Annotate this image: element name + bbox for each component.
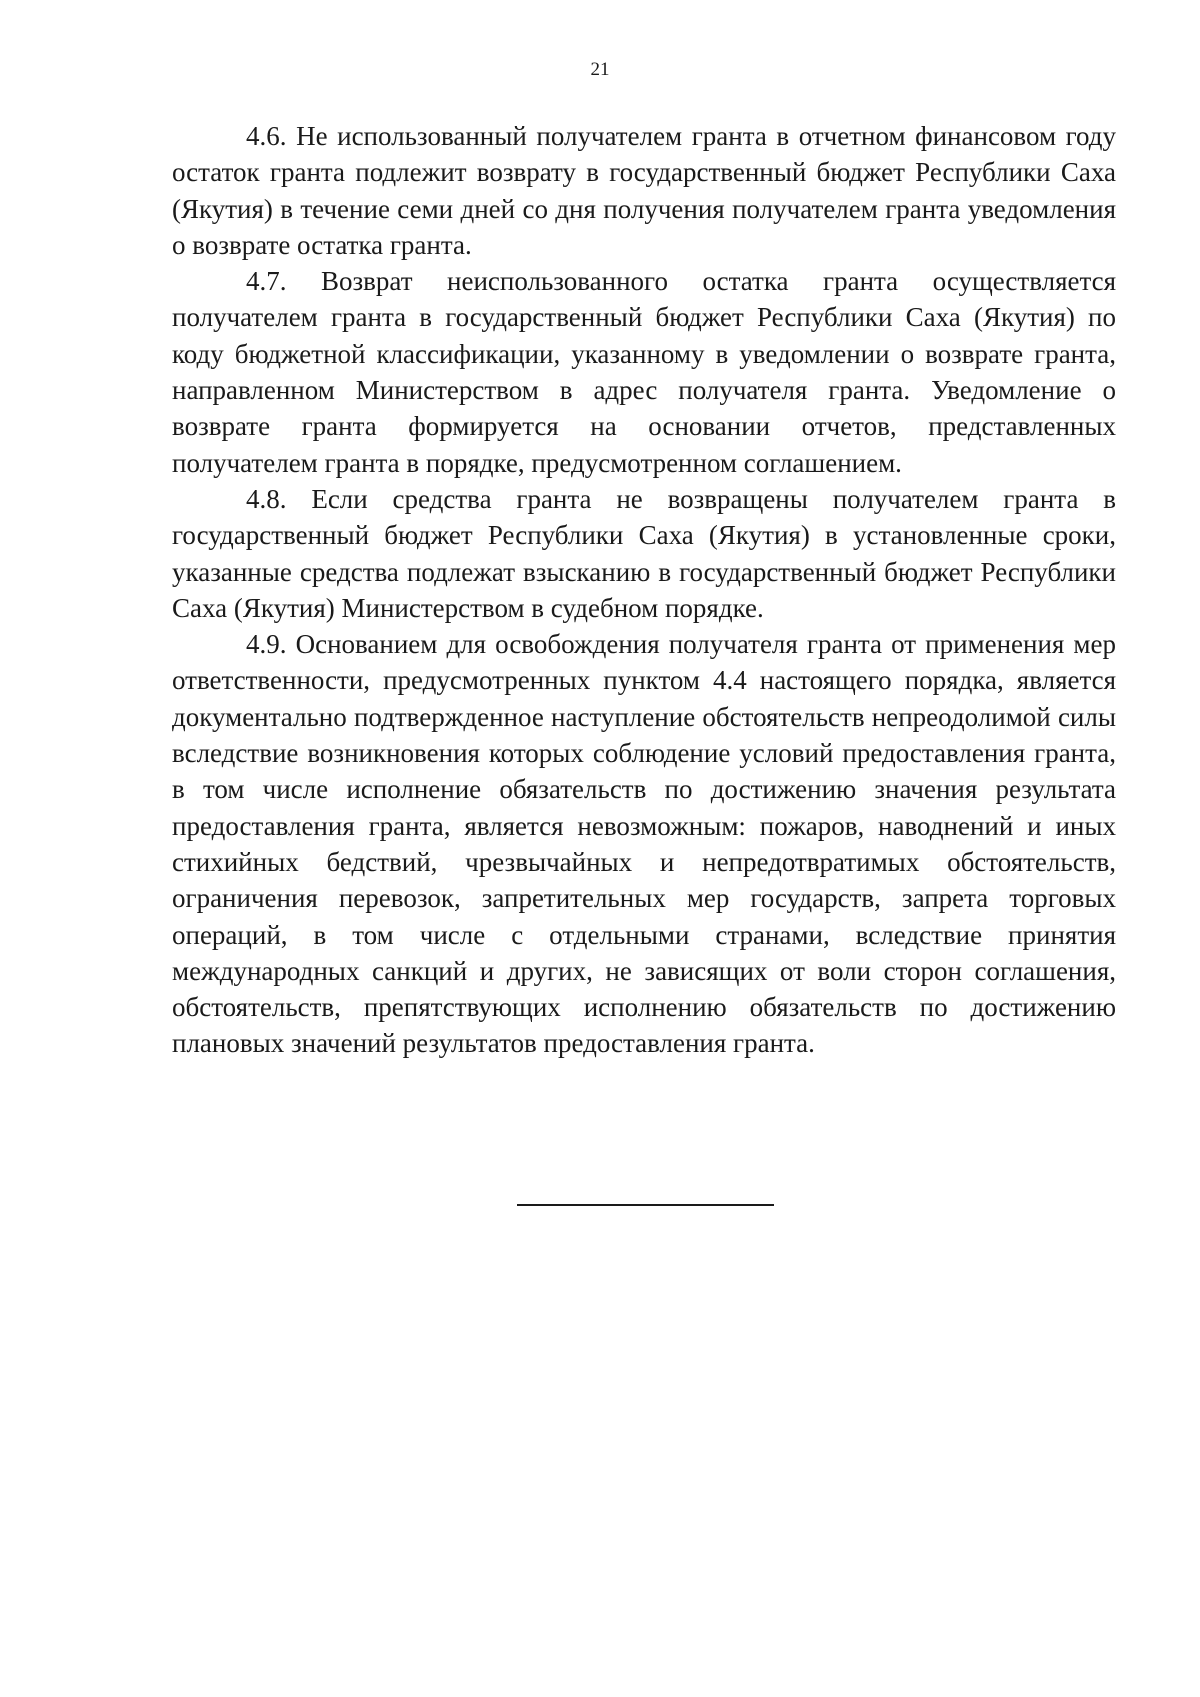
paragraph-4-7: 4.7. Возврат неиспользованного остатка гранта осуществляется получателем гранта в государственный бюджет Республики Саха (Якутия) по коду бюджетной классификации, указанному в уведомлении о возврате гранта, направленном Министерством в адрес получателя гранта. Уведомление о возврате гранта формируется на основании отчетов, представленных получателем гранта в порядке, предусмотренном соглашением. — [172, 266, 1116, 478]
paragraph-4-9: 4.9. Основанием для освобождения получателя гранта от применения мер ответственности, предусмотренных пунктом 4.4 настоящего порядка, является документально подтвержденное наступление обстоятельств непреодолимой силы вследствие возникновения которых соблюдение условий предоставления гранта, в том числе исполнение обязательств по достижению значения результата предоставления гранта, является невозможным: пожаров, наводнений и иных стихийных бедствий, чрезвычайных и непредотвратимых обстоятельств, ограничения перевозок, запретительных мер государств, запрета торговых операций, в том числе с отдельными странами, вследствие принятия международных санкций и других, не зависящих от воли сторон соглашения, обстоятельств, препятствующих исполнению обязательств по достижению плановых значений результатов предоставления гранта. — [172, 629, 1116, 1059]
document-body — [172, 118, 1116, 1062]
paragraph-4-6: 4.6. Не использованный получателем гранта в отчетном финансовом году остаток гранта подлежит возврату в государственный бюджет Республики Саха (Якутия) в течение семи дней со дня получения получателем гранта уведомления о возврате остатка гранта. — [172, 121, 1116, 260]
page-number: 21 — [590, 59, 610, 80]
end-of-document-rule — [517, 1204, 774, 1206]
paragraph-4-8: 4.8. Если средства гранта не возвращены получателем гранта в государственный бюджет Республики Саха (Якутия) в установленные сроки, указанные средства подлежат взысканию в государственный бюджет Республики Саха (Якутия) Министерством в судебном порядке. — [172, 483, 1116, 623]
